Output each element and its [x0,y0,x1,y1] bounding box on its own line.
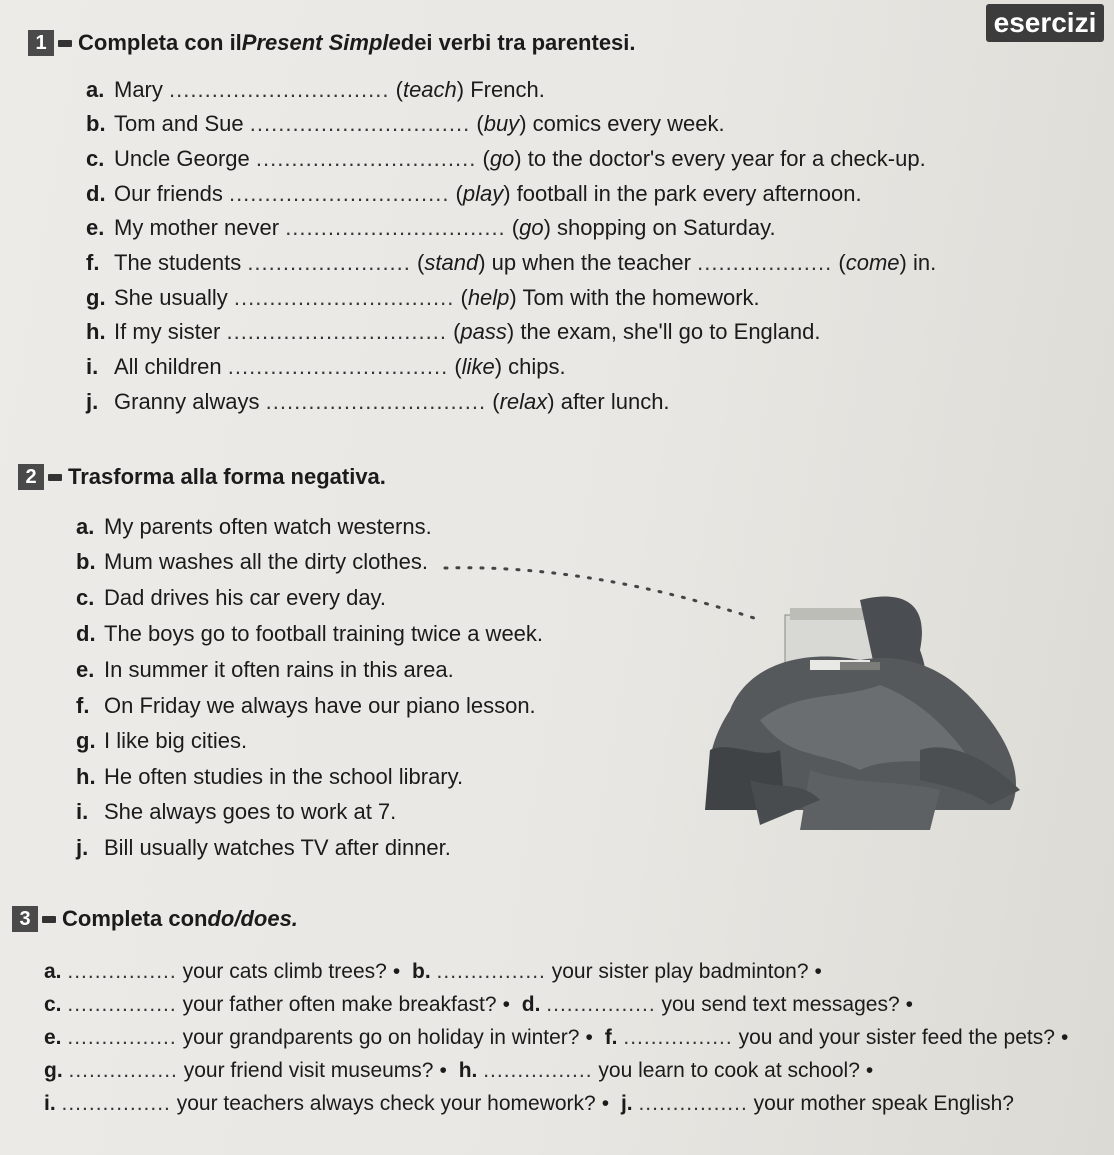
answer-blank[interactable]: ................ [638,1092,748,1115]
heading-bar-icon [58,40,72,47]
answer-blank[interactable]: ............................... [233,285,455,310]
answer-blank[interactable]: ............................... [169,77,390,102]
exercise-1-item: c. Uncle George ............................... (go) to the doctor's every year for a check-up. [86,146,926,171]
answer-blank[interactable]: ............................... [265,389,487,414]
exercise-1-item: d. Our friends ............................... (play) football in the park every afternoon. [86,181,862,206]
exercise-3-item: d. ................ you send text messages? [521,993,900,1016]
exercise-3-heading: 3 Completa con do/does. [12,906,298,932]
exercise-3-item: f. ................ you and your sister feed the pets? [604,1026,1055,1049]
answer-blank[interactable]: ............................... [249,111,471,136]
exercise-1-item: h. If my sister ............................... (pass) the exam, she'll go to England. [86,319,821,344]
exercise-3-item: c. ................ your father often make breakfast? [44,993,497,1016]
exercise-2-item: a. My parents often watch westerns. [76,514,432,539]
exercise-2-item: d. The boys go to football training twice a week. [76,621,544,646]
heading-bar-icon [42,916,56,923]
exercise-3-item: i. ................ your teachers always check your homework? [44,1092,596,1115]
exercise-2-item: b. Mum washes all the dirty clothes. [76,549,429,574]
exercise-2-item: e. In summer it often rains in this area. [76,657,454,682]
heading-bar-icon [48,474,62,481]
section-tag: esercizi [986,4,1104,42]
exercise-3-item: h. ................ you learn to cook at school? [458,1059,860,1082]
exercise-2-item: g. I like big cities. [76,728,248,753]
exercise-3-item: j. ................ your mother speak English? [620,1092,1014,1115]
exercise-2-item: h. He often studies in the school library. [76,764,464,789]
exercise-1-item: i. All children ............................... (like) chips. [86,354,566,379]
exercise-1-item: e. My mother never ............................... (go) shopping on Saturday. [86,215,776,240]
answer-blank[interactable]: ................ [483,1059,593,1082]
answer-blank[interactable]: ............................... [285,215,506,240]
answer-blank[interactable]: ................ [61,1092,171,1115]
answer-blank[interactable]: ................... [697,250,833,275]
exercise-2-item: c. Dad drives his car every day. [76,585,387,610]
exercise-1-heading: 1 Completa con il Present Simple dei verbi tra parentesi. [28,30,636,56]
exercise-1-item: b. Tom and Sue ............................... (buy) comics every week. [86,111,725,136]
exercise-2-item: i. She always goes to work at 7. [76,799,397,824]
exercise-3-item: a. ................ your cats climb trees? [44,960,387,983]
answer-blank[interactable]: ................ [67,993,177,1016]
laundry-basket-clothes-icon [690,590,1030,850]
answer-blank[interactable]: ....................... [247,250,411,275]
exercise-1-item: f. The students ....................... (stand) up when the teacher ................... (come) in. [86,250,937,275]
exercise-1-item: a. Mary ............................... (teach) French. [86,77,545,102]
exercise-number: 1 [28,30,54,56]
answer-blank[interactable]: ............................... [228,181,450,206]
exercise-number: 3 [12,906,38,932]
exercise-2-item: f. On Friday we always have our piano lesson. [76,693,536,718]
answer-blank[interactable]: ................ [67,960,177,983]
answer-blank[interactable]: ................ [623,1026,733,1049]
answer-blank[interactable]: ................ [68,1059,178,1082]
answer-blank[interactable]: ................ [546,993,656,1016]
answer-blank[interactable]: ............................... [226,319,447,344]
exercise-3-item: e. ................ your grandparents go on holiday in winter? [44,1026,580,1049]
exercise-2-item: j. Bill usually watches TV after dinner. [76,835,451,860]
exercise-number: 2 [18,464,44,490]
exercise-2-heading: 2 Trasforma alla forma negativa. [18,464,386,490]
exercise-1-item: j. Granny always ............................... (relax) after lunch. [86,389,670,414]
exercise-1-item: g. She usually ............................... (help) Tom with the homework. [86,285,760,310]
exercise-3-paragraph: a. ................ your cats climb trees? • b. ................ your sister play badminton? • c. ................ your father often make breakfast? • d. ................ you send text messages? • e. ................ your grandparents go on holiday in winter? • f. ................ you and your sister feed the pets? • g. ................ your friend visit museums? • h. ................ you learn to cook at school? • i. ................ your teachers always check your homework? • j. ................ your mother speak English? [44,960,1069,1115]
answer-blank[interactable]: ............................... [255,146,477,171]
answer-blank[interactable]: ................ [67,1026,177,1049]
exercise-3-item: b. ................ your sister play badminton? [412,960,809,983]
answer-blank[interactable]: ............................... [227,354,449,379]
exercise-3-item: g. ................ your friend visit museums? [44,1059,434,1082]
answer-blank[interactable]: ................ [436,960,546,983]
